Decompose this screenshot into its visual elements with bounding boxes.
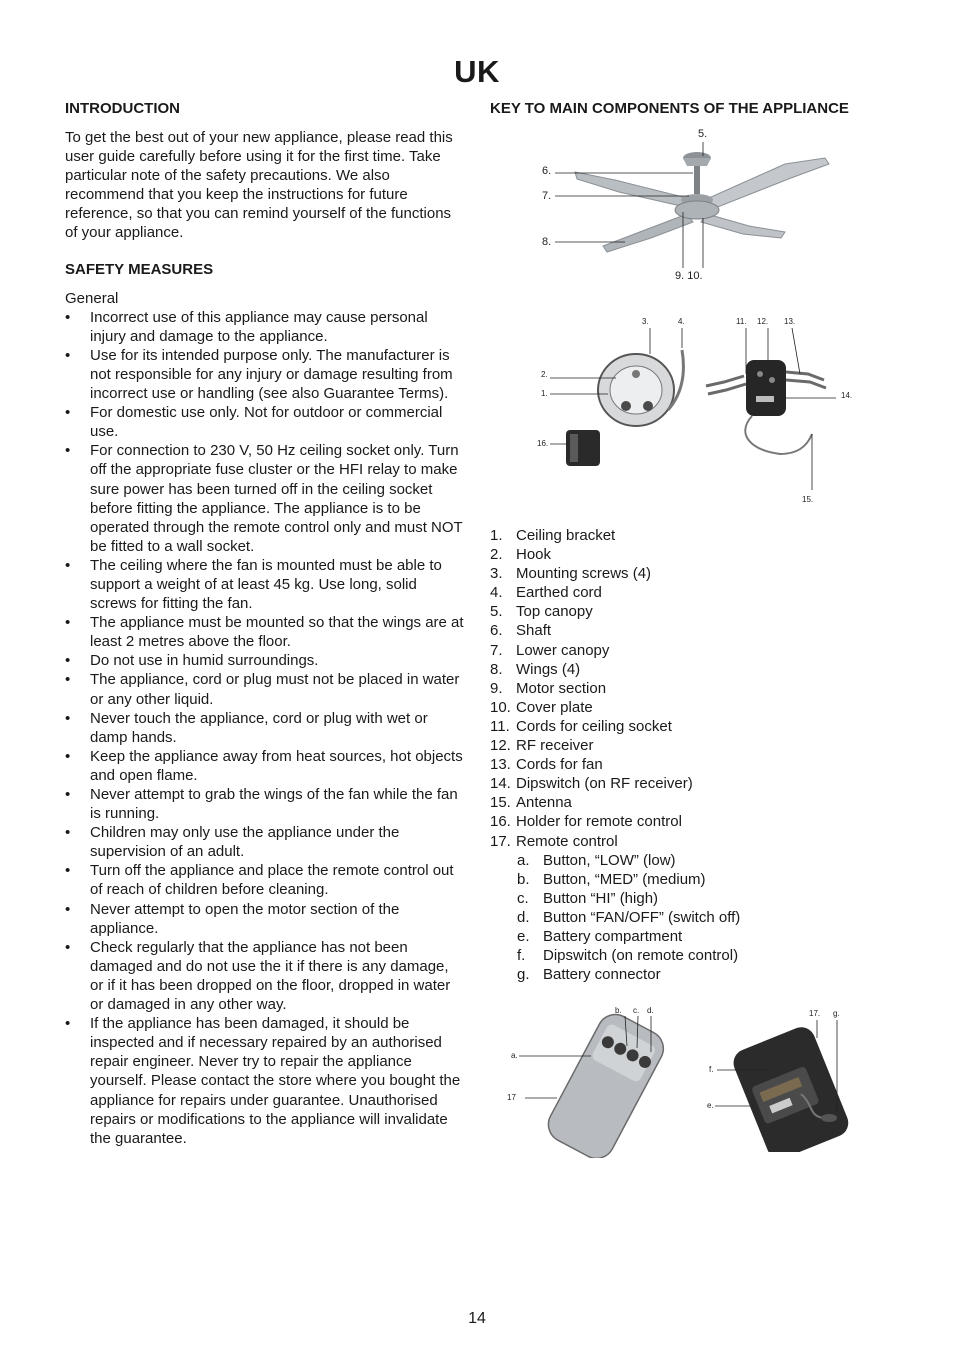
safety-item-text: Incorrect use of this appliance may cause personal injury and damage to the appliance.	[90, 308, 428, 345]
label-b: b.	[615, 1006, 622, 1015]
item-number: 2.	[490, 546, 503, 564]
page-number: 14	[468, 1310, 486, 1327]
safety-item	[65, 900, 465, 938]
component-item	[490, 679, 910, 698]
item-number: f.	[517, 947, 526, 965]
item-number: 6.	[490, 622, 503, 640]
safety-heading: SAFETY MEASURES	[65, 260, 214, 278]
safety-item-text: For connection to 230 V, 50 Hz ceiling socket only. Turn off the appropriate fuse cluster or the HFI relay to make sure power has been turned off in the ceiling socket before fitting the appliance. The appliance is to be operated through the remote control only and must NOT be fitted to a wall socket.	[90, 442, 463, 555]
safety-item	[65, 651, 465, 670]
ceiling-bracket-figure	[536, 314, 696, 474]
label-d: d.	[647, 1006, 654, 1015]
component-item	[490, 602, 910, 621]
safety-item	[65, 346, 465, 403]
item-number: 10.	[490, 698, 511, 716]
component-item	[490, 621, 910, 640]
safety-item	[65, 556, 465, 613]
item-number: a.	[517, 851, 530, 869]
bullet-icon: •	[65, 442, 71, 460]
safety-item	[65, 747, 465, 785]
remote-front-figure	[505, 1002, 675, 1158]
components-heading: KEY TO MAIN COMPONENTS OF THE APPLIANCE	[490, 100, 849, 117]
fan-wing	[603, 214, 693, 252]
item-text: Wings (4)	[516, 660, 581, 678]
component-item	[490, 793, 910, 812]
label-8: 8.	[542, 236, 552, 248]
item-text: Earthed cord	[516, 584, 602, 602]
item-text: Cover plate	[516, 698, 593, 716]
safety-item	[65, 938, 465, 1014]
safety-item-text: Check regularly that the appliance has not been damaged and do not use the it if there is any damage, or if it has been dropped on the floor, dropped in water or damaged in any other way.	[90, 938, 451, 1014]
safety-item-text: The ceiling where the fan is mounted must be able to support a weight of at least 45 kg. Use long, solid screws for fitting the fan.	[90, 556, 442, 613]
item-number: 3.	[490, 565, 503, 583]
safety-item	[65, 308, 465, 346]
safety-item-text: For domestic use only. Not for outdoor or commercial use.	[90, 404, 443, 441]
item-text: Button, “MED” (medium)	[543, 870, 706, 888]
item-number: 15.	[490, 794, 511, 812]
bullet-icon: •	[65, 747, 71, 765]
bullet-icon: •	[65, 671, 71, 689]
item-number: 11.	[490, 717, 510, 735]
rf-receiver-figure	[700, 314, 860, 506]
safety-item-text: Never attempt to open the motor section of the appliance.	[90, 900, 400, 937]
bullet-icon: •	[65, 346, 71, 364]
label-16: 16.	[537, 439, 549, 448]
safety-item-text: The appliance, cord or plug must not be placed in water or any other liquid.	[90, 671, 460, 708]
fan-wing	[575, 172, 695, 208]
item-number: 1.	[490, 527, 503, 544]
label-5: 5.	[698, 128, 708, 140]
item-text: Shaft	[516, 622, 552, 640]
fan-wing	[701, 214, 785, 238]
item-number: 5.	[490, 603, 503, 621]
label-9-10: 9. 10.	[675, 270, 703, 282]
component-item	[490, 698, 910, 717]
component-item	[490, 832, 910, 851]
component-item	[490, 545, 910, 564]
item-text: Dipswitch (on RF receiver)	[516, 775, 693, 793]
introduction-heading: INTRODUCTION	[65, 100, 180, 117]
item-number: 14.	[490, 775, 511, 793]
dipswitch-receiver	[756, 396, 774, 402]
item-text: Ceiling bracket	[516, 527, 616, 544]
item-text: Top canopy	[516, 603, 593, 621]
bullet-icon: •	[65, 900, 71, 918]
item-text: Mounting screws (4)	[516, 565, 652, 583]
item-number: 7.	[490, 641, 503, 659]
item-text: Cords for ceiling socket	[516, 717, 672, 735]
safety-item	[65, 1014, 465, 1148]
component-item	[490, 526, 910, 545]
label-4: 4.	[678, 317, 685, 326]
bullet-icon: •	[65, 938, 71, 956]
label-6: 6.	[542, 165, 552, 177]
top-canopy-body	[683, 158, 711, 166]
shaft	[694, 166, 700, 194]
bullet-icon: •	[65, 308, 71, 326]
item-text: RF receiver	[516, 737, 594, 755]
safety-item	[65, 785, 465, 823]
ceiling-socket-cords	[706, 376, 744, 386]
remote-part-item	[490, 851, 910, 870]
label-13: 13.	[784, 317, 796, 326]
item-number: 13.	[490, 756, 511, 774]
component-item	[490, 755, 910, 774]
item-text: Dipswitch (on remote control)	[543, 947, 739, 965]
label-g: g.	[833, 1009, 840, 1018]
item-number: d.	[517, 908, 530, 926]
safety-item-text: Children may only use the appliance under the supervision of an adult.	[90, 824, 400, 861]
fan-cords	[786, 372, 824, 380]
item-number: e.	[517, 927, 530, 945]
item-number: b.	[517, 870, 530, 888]
right-column	[490, 100, 910, 118]
safety-item-text: Never touch the appliance, cord or plug with wet or damp hands.	[90, 709, 428, 746]
ceiling-fan-figure	[535, 122, 845, 284]
component-item	[490, 564, 910, 583]
label-3: 3.	[642, 317, 649, 326]
label-f: f.	[709, 1065, 714, 1074]
item-text: Motor section	[516, 679, 607, 697]
left-column	[65, 100, 465, 1148]
safety-item-text: Turn off the appliance and place the remote control out of reach of children before cleaning.	[90, 862, 454, 899]
item-number: c.	[517, 889, 529, 907]
item-text: Hook	[516, 546, 552, 564]
item-text: Battery connector	[543, 966, 661, 984]
label-c: c.	[633, 1006, 640, 1015]
antenna	[745, 416, 812, 454]
item-text: Remote control	[516, 832, 618, 850]
label-a: a.	[511, 1051, 518, 1060]
label-1: 1.	[541, 389, 548, 398]
component-item	[490, 812, 910, 831]
safety-item-text: If the appliance has been damaged, it should be inspected and if necessary repaired by an authorised repair engineer. Never try to repair the appliance yourself. Please contact the store where you bought the appliance for repairs under guarantee. Unauthorised repairs or modifications to the appliance will invalidate the guarantee.	[90, 1015, 461, 1147]
safety-item	[65, 670, 465, 708]
remote-part-item	[490, 946, 910, 965]
safety-item	[65, 403, 465, 441]
components-list	[490, 526, 910, 984]
label-2: 2.	[541, 370, 548, 379]
remote-part-item	[490, 908, 910, 927]
remote-part-item	[490, 965, 910, 984]
bullet-icon: •	[65, 862, 71, 880]
item-number: 17.	[490, 832, 511, 850]
item-number: g.	[517, 966, 530, 984]
item-number: 9.	[490, 679, 503, 697]
bullet-icon: •	[65, 1015, 71, 1033]
remote-part-item	[490, 889, 910, 908]
component-item	[490, 660, 910, 679]
item-text: Button “FAN/OFF” (switch off)	[543, 908, 741, 926]
remote-part-item	[490, 927, 910, 946]
introduction-text: To get the best out of your new appliance, please read this user guide carefully before using it for the first time. Take particular note of the safety precautions. We also recommend that you keep the instructions for future reference, so that you can remind yourself of the functions of your appliance.	[65, 129, 453, 242]
safety-item	[65, 861, 465, 899]
item-number: 8.	[490, 660, 503, 678]
component-item	[490, 774, 910, 793]
safety-subheading: General	[65, 289, 119, 307]
item-text: Holder for remote control	[516, 813, 682, 831]
item-text: Button, “LOW” (low)	[543, 851, 676, 869]
safety-item-text: The appliance must be mounted so that the wings are at least 2 metres above the floor.	[90, 614, 464, 651]
component-item	[490, 641, 910, 660]
safety-item	[65, 613, 465, 651]
page-title: UK	[454, 54, 500, 89]
bullet-icon: •	[65, 709, 71, 727]
item-number: 4.	[490, 584, 503, 602]
remote-back-figure	[705, 1004, 875, 1152]
label-17-front: 17	[507, 1093, 516, 1102]
bullet-icon: •	[65, 652, 71, 670]
item-text: Button “HI” (high)	[543, 889, 659, 907]
label-11: 11.	[736, 317, 747, 326]
item-text: Cords for fan	[516, 756, 603, 774]
safety-list	[65, 308, 465, 1148]
rf-receiver	[746, 360, 786, 416]
label-14: 14.	[841, 391, 853, 400]
bullet-icon: •	[65, 614, 71, 632]
safety-item-text: Never attempt to grab the wings of the fan while the fan is running.	[90, 786, 458, 823]
bullet-icon: •	[65, 824, 71, 842]
component-item	[490, 717, 910, 736]
item-text: Lower canopy	[516, 641, 610, 659]
safety-item	[65, 441, 465, 556]
bullet-icon: •	[65, 556, 71, 574]
label-e: e.	[707, 1101, 714, 1110]
safety-item	[65, 823, 465, 861]
item-number: 12.	[490, 737, 511, 755]
bullet-icon: •	[65, 786, 71, 803]
item-number: 16.	[490, 813, 511, 831]
safety-item-text: Do not use in humid surroundings.	[90, 652, 319, 670]
component-item	[490, 736, 910, 755]
label-7: 7.	[542, 190, 552, 202]
item-text: Battery compartment	[543, 927, 683, 945]
item-text: Antenna	[516, 794, 572, 812]
label-12: 12.	[757, 317, 769, 326]
safety-item-text: Use for its intended purpose only. The manufacturer is not responsible for any injury or damage resulting from incorrect use or handling (see also Guarantee Terms).	[90, 346, 453, 403]
motor-section	[675, 201, 719, 219]
label-17-back: 17.	[809, 1009, 821, 1018]
fan-wing	[700, 158, 829, 212]
component-item	[490, 583, 910, 602]
label-15: 15.	[802, 495, 814, 504]
remote-part-item	[490, 870, 910, 889]
bullet-icon: •	[65, 404, 71, 422]
safety-item-text: Keep the appliance away from heat sources, hot objects and open flame.	[90, 747, 463, 784]
safety-item	[65, 709, 465, 747]
